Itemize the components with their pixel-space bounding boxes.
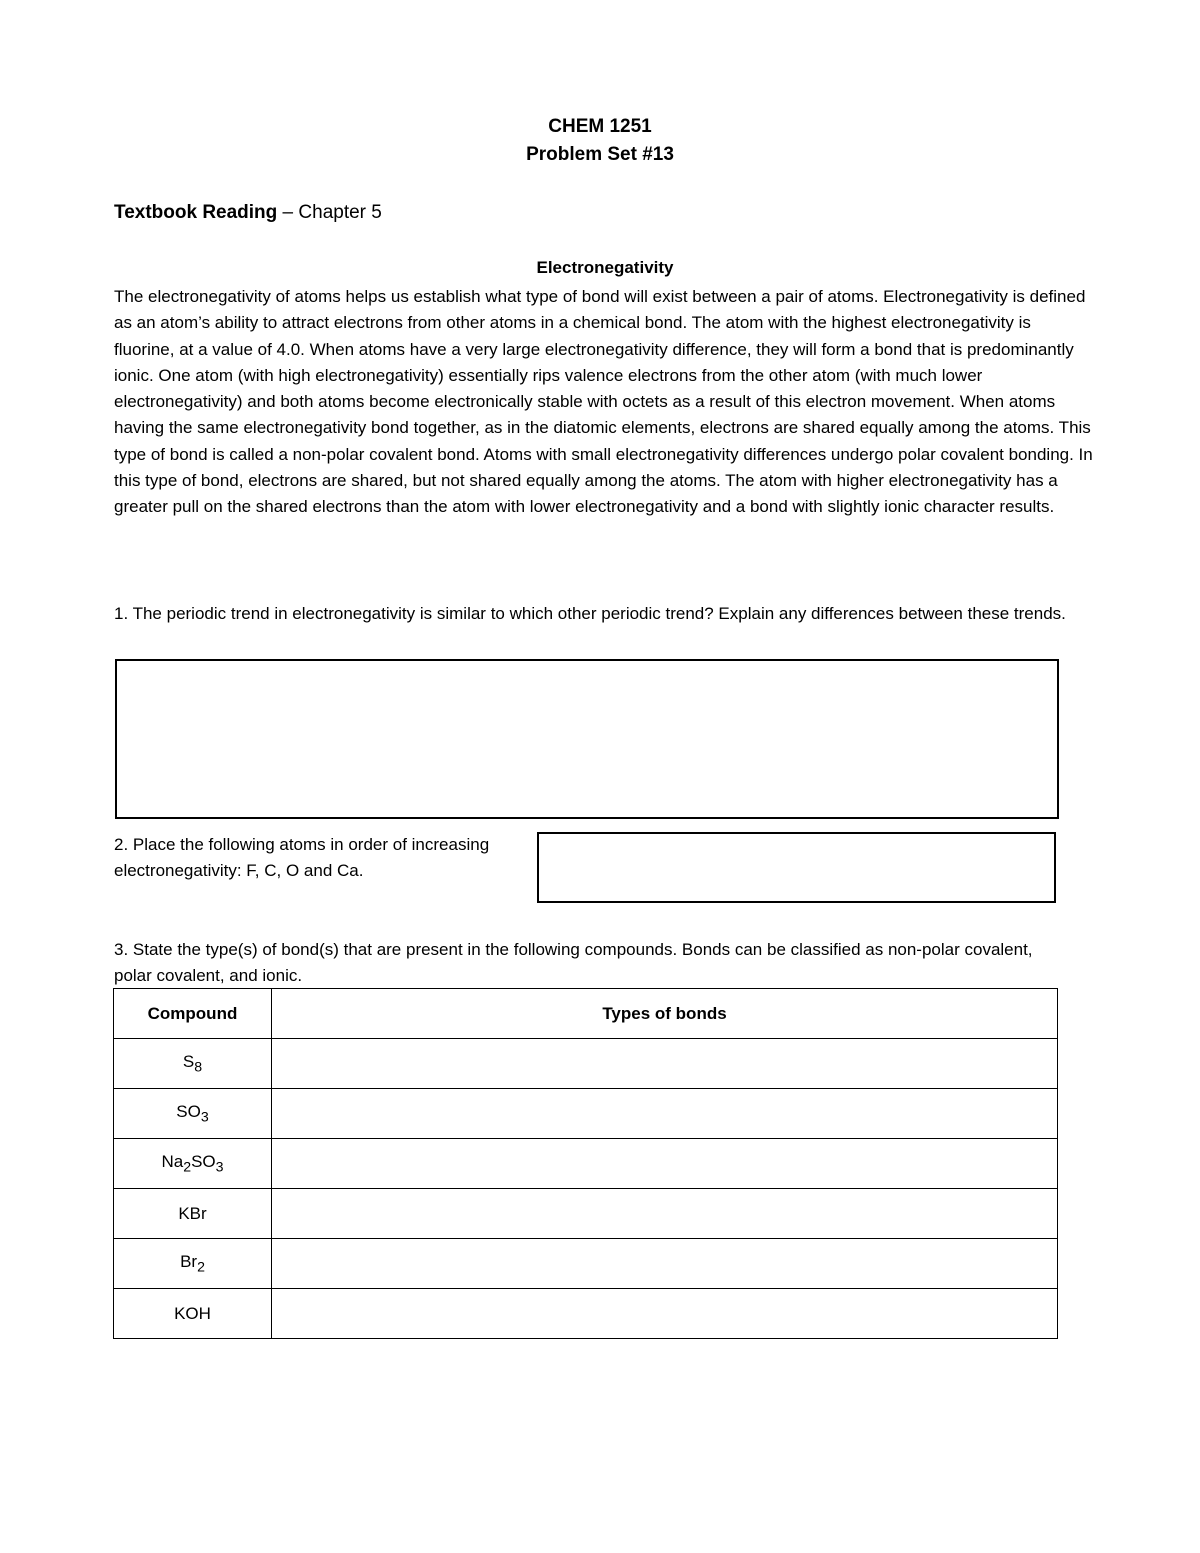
compound-formula: KOH	[174, 1303, 211, 1323]
question-1: 1. The periodic trend in electronegativity is similar to which other periodic trend? Explain any differences between these trends.	[114, 604, 1066, 623]
formula-subscript: 3	[215, 1159, 224, 1176]
reading-label: Textbook Reading	[114, 202, 278, 223]
question-3: 3. State the type(s) of bond(s) that are present in the following compounds. Bonds can be classified as non-polar covalent, polar covalent, and ionic.	[114, 940, 1033, 985]
header-types-of-bonds: Types of bonds	[272, 989, 1058, 1039]
bond-type-answer-cell[interactable]	[272, 1239, 1058, 1289]
compound-formula: S	[182, 1051, 195, 1071]
table-row	[114, 1139, 1058, 1189]
compound-formula-rest: SO	[191, 1151, 216, 1171]
table-row	[114, 1089, 1058, 1139]
section-title: Electronegativity	[536, 258, 674, 277]
compound-formula: KBr	[178, 1203, 207, 1223]
bond-types-table	[113, 988, 1058, 1339]
compound-formula: SO	[176, 1101, 201, 1121]
bond-type-answer-cell[interactable]	[272, 1139, 1058, 1189]
compound-cell	[114, 1289, 272, 1339]
compound-formula: Na	[161, 1151, 184, 1171]
compound-cell	[114, 1139, 272, 1189]
bond-type-answer-cell[interactable]	[272, 1289, 1058, 1339]
formula-subscript: 2	[183, 1159, 192, 1176]
compound-formula: Br	[180, 1251, 198, 1271]
problem-set-title: Problem Set #13	[526, 144, 674, 165]
table-row	[114, 1039, 1058, 1089]
header-compound: Compound	[114, 989, 272, 1039]
bond-type-answer-cell[interactable]	[272, 1189, 1058, 1239]
compound-cell	[114, 1089, 272, 1139]
answer-box-question-1[interactable]	[115, 659, 1059, 819]
bond-type-answer-cell[interactable]	[272, 1039, 1058, 1089]
table-header-row	[114, 989, 1058, 1039]
bond-type-answer-cell[interactable]	[272, 1089, 1058, 1139]
table-row	[114, 1239, 1058, 1289]
compound-cell	[114, 1039, 272, 1089]
compound-cell	[114, 1239, 272, 1289]
question-2: 2. Place the following atoms in order of increasing electronegativity: F, C, O and Ca.	[114, 835, 490, 880]
compound-cell	[114, 1189, 272, 1239]
intro-paragraph: The electronegativity of atoms helps us establish what type of bond will exist between a pair of atoms. Electronegativity is defined as an atom’s ability to attract electrons from other atoms in a chemical bond. The atom with the highest electronegativity is fluorine, at a value of 4.0. When atoms have a very large electronegativity difference, they will form a bond that is predominantly ionic. One atom (with high electronegativity) essentially rips valence electrons from the other atom (with much lower electronegativity) and both atoms become electronically stable with octets as a result of this electron movement. When atoms having the same electronegativity bond together, as in the diatomic elements, electrons are shared equally among the atoms. This type of bond is called a non-polar covalent bond. Atoms with small electronegativity differences undergo polar covalent bonding. In this type of bond, electrons are shared, but not shared equally among the atoms. The atom with higher electronegativity has a greater pull on the shared electrons than the atom with lower electronegativity and a bond with slightly ionic character results.	[114, 287, 1093, 517]
formula-subscript: 2	[197, 1259, 205, 1276]
table-row	[114, 1189, 1058, 1239]
table-row	[114, 1289, 1058, 1339]
reading-chapter: – Chapter 5	[277, 202, 382, 223]
textbook-reading	[114, 202, 382, 224]
formula-subscript: 3	[200, 1109, 209, 1126]
course-title: CHEM 1251	[548, 116, 652, 137]
answer-box-question-2[interactable]	[537, 832, 1056, 903]
formula-subscript: 8	[194, 1059, 203, 1076]
